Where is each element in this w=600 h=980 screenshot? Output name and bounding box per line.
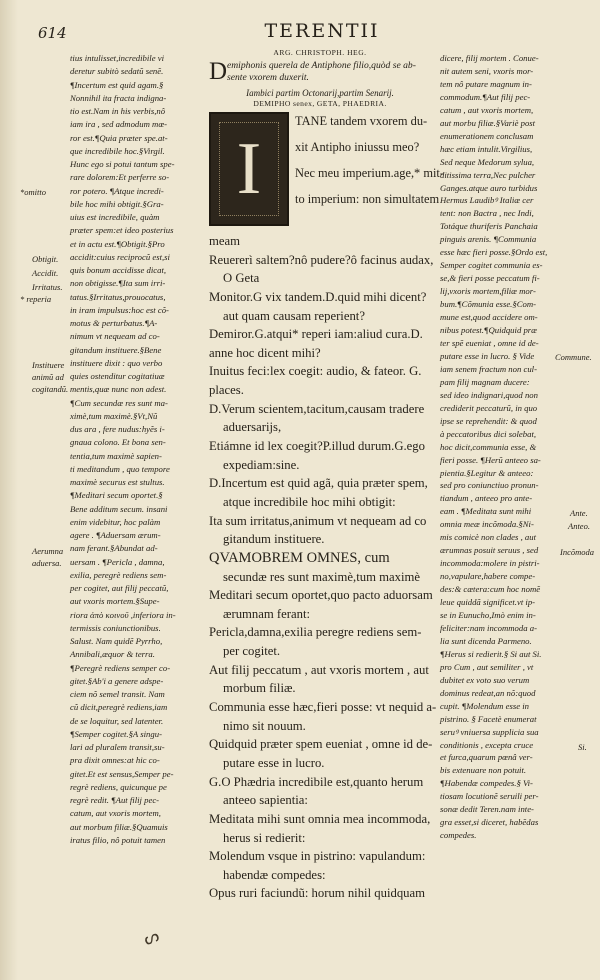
commentary-line: des:& cætera:cum hoc nomẽ — [440, 584, 541, 595]
commentary-line: ter spẽ eueniat , omne id de- — [440, 337, 539, 348]
commentary-line: aut vxoris mortem.§Supe- — [70, 596, 160, 607]
commentary-line: riora ἀπὸ κοινοῦ ,inferiora in- — [70, 609, 176, 620]
commentary-line: sed pro coniunctiuo pronun- — [440, 480, 539, 491]
verse-line: atque incredibile hoc mihi obtigit: — [223, 494, 396, 509]
verse-line: habendæ compedes: — [223, 867, 326, 882]
commentary-line: ¶Habendæ compedes.§ Vi- — [440, 778, 533, 789]
commentary-line: se in Eunucho,Imò enim in- — [440, 609, 536, 620]
verse-line: meam — [209, 234, 241, 248]
commentary-line: seruꝰ vniuersa supplicia sua — [440, 726, 539, 737]
meter-note: Iambici partim Octonarij,partim Senarij. — [246, 88, 394, 98]
commentary-line: eam . ¶Meditata sunt mihi — [440, 506, 532, 517]
commentary-line: uersam . ¶Pericla , damna, — [70, 556, 165, 567]
commentary-line: exilia, peregrè rediens sem- — [70, 569, 167, 580]
commentary-line: Semper cogitet communia es- — [440, 260, 543, 271]
commentary-line: nit autem seni, vxoris mor- — [440, 65, 534, 76]
verse-line: gitandum instituere. — [223, 532, 325, 547]
commentary-line: mune est,quod accidere om- — [440, 312, 538, 323]
commentary-line: maximè securus est stultus. — [70, 477, 165, 487]
commentary-line: ror est.¶Quia præter spe.at- — [70, 132, 168, 143]
commentary-line: Salust. Nam quidẽ Pyrrho, — [70, 636, 163, 646]
commentary-line: no,vapulare,habere compe- — [440, 571, 536, 582]
commentary-line: pam filij magnam ducere: — [440, 376, 530, 387]
commentary-line: tiandum , anteeo pro ante- — [440, 493, 533, 504]
commentary-line: et furca,quarum pœnâ ver- — [440, 752, 533, 763]
commentary-line: rare dolorem:Et perferre so- — [70, 172, 170, 183]
verse-line: morbum filiæ. — [223, 681, 296, 696]
pen-flourish-icon: ᔕ — [141, 926, 163, 950]
commentary-line: à peccatoribus dici solebat, — [440, 428, 537, 439]
right-commentary — [440, 52, 570, 842]
commentary-line: accidit:cuius reciprocũ est,si — [70, 251, 170, 262]
verse-line: G.O Phædria incredibile est,quanto herum — [209, 774, 424, 789]
verse-line: D.Verum scientem,tacitum,causam tradere — [209, 401, 425, 416]
opening-block — [209, 112, 444, 232]
margin-note-reperia: * reperia — [20, 294, 52, 304]
verse-line: Communia esse hæc,fieri posse: vt nequid a- — [209, 700, 437, 715]
commentary-line: compedes. — [440, 830, 477, 841]
commentary-line: instituere dixit : quo verbo — [70, 357, 163, 368]
commentary-line: pro Cum , aut semiliter , vt — [440, 661, 534, 672]
commentary-line: tem nô putare magnum in- — [440, 78, 532, 89]
verse-line: anne hoc dicent mihi? — [209, 345, 321, 360]
commentary-line: putare esse in lucro. § Vide — [440, 350, 535, 361]
margin-note-aerumna-1: Aerumna — [32, 546, 64, 556]
commentary-line: dominus redeat,an nõ:quod — [440, 687, 536, 698]
commentary-line: cupit. ¶Molendum esse in — [440, 700, 529, 711]
verse-line: Meditata mihi sunt omnia mea incommoda, — [209, 811, 431, 826]
commentary-line: mis comicè non clades , aut — [440, 532, 537, 543]
verse-line: anteeo sapientia: — [223, 793, 308, 808]
commentary-line: se,& fieri posse peccatum fi- — [440, 273, 540, 284]
commentary-line: uius est incredibile, quàm — [70, 212, 160, 222]
commentary-line: dicere, filij mortem . Conue- — [440, 53, 539, 63]
verse-line: per cogitet. — [223, 644, 281, 659]
argument-initial: D — [209, 58, 228, 85]
commentary-line: regrè redit. ¶Aut filij pec- — [70, 795, 160, 805]
verse-line: Demiror.G.atqui* reperi iam:aliud cura.D. — [209, 327, 423, 342]
verse-line: D.Incertum est quid agã, quia præter spem, — [209, 476, 428, 491]
commentary-line: conditionis , excepta cruce — [440, 739, 534, 750]
argument-line-1: emiphonis querela de Antiphone filio,quòd se ab- — [227, 60, 416, 71]
commentary-line: catum , aut vxoris mortem, — [440, 104, 534, 115]
commentary-line: quis bonum accidisse dicat, — [70, 265, 167, 275]
commentary-line: Ganges.atque auro turbidus — [440, 182, 538, 193]
margin-note-commune: Commune. — [555, 352, 592, 362]
verse-line: Pericla,damna,exilia peregre rediens sem- — [209, 625, 422, 640]
commentary-line: nibus potest.¶Quidquid præ — [440, 325, 537, 336]
commentary-line: ærumnas posuit seruus , sed — [440, 545, 539, 556]
verse-line: Ita sum irritatus,animum vt nequeam ad co — [209, 513, 427, 528]
commentary-line: fieri posse. ¶Herũ anteeo sa- — [440, 454, 541, 465]
verse-line: aut quam causam reperient? — [223, 308, 365, 323]
commentary-line: leue quiddã significet.vt ip- — [440, 597, 536, 608]
commentary-line: enumerationem conclusam — [440, 130, 534, 141]
commentary-line: commodum.¶Aut filij pec- — [440, 91, 531, 102]
page-number: 614 — [38, 24, 67, 42]
commentary-line: ximè,tum maximè.§Vt,Nũ — [70, 410, 158, 421]
commentary-line: præter spem:et ideo posterius — [70, 225, 174, 236]
commentary-line: gitet.§Ab'i a genere adspe- — [70, 675, 164, 686]
verse-line: putare esse in lucro. — [223, 755, 325, 770]
commentary-line: pinguis arenis. ¶Communia — [440, 234, 537, 245]
commentary-line: tentia,tum maximè sapien- — [70, 450, 162, 461]
margin-note-obtigit: Obtigit. — [32, 254, 59, 264]
commentary-line: ¶Herus si redierit.§ Si aut Si. — [440, 648, 542, 659]
margin-note-si: Si. — [578, 742, 587, 752]
running-head: TERENTII — [264, 20, 380, 42]
historiated-initial-icon — [209, 112, 289, 226]
commentary-line: quies ostenditur cogitatiuæ — [70, 371, 165, 381]
commentary-line: incommoda:molere in pistri- — [440, 558, 540, 569]
commentary-line: gra esset,si diceret, habẽdas — [440, 817, 539, 828]
verse-line: O Geta — [223, 271, 260, 286]
verse-body — [209, 232, 437, 903]
initial-letter: I — [236, 128, 262, 210]
commentary-line: feliciter:nam incommoda a- — [440, 622, 537, 633]
verse-line: Meditari secum oportet,quo pacto aduorsam — [209, 588, 433, 603]
main-text — [209, 48, 444, 903]
margin-note-instituere-3: cogitandũ. — [32, 384, 69, 394]
commentary-line: ditissima terra,Nec pulcher — [440, 169, 536, 180]
commentary-line: iam ira , sed admodum mœ- — [70, 119, 168, 130]
commentary-line: lij,vxoris mortem,filiæ mor- — [440, 286, 536, 297]
commentary-line: lia sunt dicenda Parmeno. — [440, 635, 532, 646]
commentary-line: ciem nõ semel transit. Nam — [70, 689, 165, 699]
commentary-line: tio est.Nam in his verbis,nô — [70, 106, 166, 116]
commentary-line: bile hoc mihi obtigit.§Gra- — [70, 198, 164, 209]
commentary-line: bis extenuare non potuit. — [440, 765, 527, 776]
commentary-line: Annibali,æquor & terra. — [70, 649, 155, 660]
commentary-line: motus & perturbatus.¶A- — [70, 318, 158, 328]
commentary-line: pra dixit omnes:at hic co- — [70, 755, 160, 766]
verse-line: places. — [209, 383, 244, 398]
commentary-line: iratus filio, nô potuit tamen — [70, 834, 166, 845]
commentary-line: tiosam locutionẽ seruili per- — [440, 791, 539, 802]
commentary-line: ¶Meditari secum oportet.§ — [70, 490, 163, 501]
verse-line: herus si redierit: — [223, 830, 306, 845]
commentary-line: ¶Incertum est quid agam.§ — [70, 79, 164, 90]
margin-note-omitto: *omitto — [20, 187, 46, 197]
commentary-line: ¶Peregrè rediens semper co- — [70, 662, 171, 673]
commentary-line: ¶Semper cogitet.§A singu- — [70, 728, 162, 739]
commentary-line: in iram impulsus:hoc est cõ- — [70, 304, 169, 315]
page-header — [0, 20, 600, 44]
verse-line: secundæ res sunt maximè,tum maximè — [223, 569, 420, 584]
commentary-line: Hermus Laudibꝰ Italiæ cer — [440, 195, 534, 206]
commentary-line: cũ dicit,peregrè rediens,iam — [70, 702, 168, 713]
commentary-line: catum, aut vxoris mortem, — [70, 808, 161, 819]
first-line: xit Antipho iniussu meo? — [295, 140, 420, 154]
commentary-line: ipse se reprehendit: & quod — [440, 415, 537, 426]
margin-note-anteeo: Anteo. — [568, 521, 590, 531]
commentary-line: Sed neque Medorum sylua, — [440, 156, 535, 167]
verse-line: Inuitus feci:lex coegit: audio, & fateor. G. — [209, 364, 422, 379]
commentary-line: gitandum instituere.§Bene — [70, 344, 162, 355]
first-line: Nec meu imperium.age,* mit- — [295, 166, 444, 180]
commentary-line: tatus.§Irritatus,prouocatus, — [70, 291, 166, 302]
commentary-line: nam ferant.§Abundat ad- — [70, 543, 158, 554]
verse-line: ærumnam ferant: — [223, 606, 311, 621]
verse-line: Reuererì saltem?nô pudere?ô facinus audax, — [209, 252, 434, 267]
verse-line: expediam:sine. — [223, 457, 300, 472]
margin-note-aerumna-2: aduersa. — [32, 558, 62, 568]
commentary-line: termissis coniunctionibus. — [70, 622, 161, 633]
verse-line: Quidquid præter spem eueniat , omne id de- — [209, 737, 433, 752]
commentary-line: aut morbu filiæ.§Variè post — [440, 117, 536, 128]
commentary-line: iam senem fractum non cul- — [440, 363, 537, 374]
commentary-line: omnia meæ incõmoda.§Ni- — [440, 519, 534, 530]
commentary-line: gnaua colono. Et bona sen- — [70, 437, 166, 448]
commentary-line: bum.¶Cõmunia esse.§Com- — [440, 299, 536, 310]
argument-line-2: sente vxorem duxerit. — [227, 72, 309, 83]
commentary-line: gitet.Et est sensus,Semper pe- — [70, 768, 174, 779]
commentary-line: nimum vt nequeam ad co- — [70, 331, 160, 342]
verse-line: Molendum vsque in pistrino: vapulandum: — [209, 849, 426, 864]
dramatis-personae: DEMIPHO senex, GETA, PHAEDRIA. — [253, 99, 387, 108]
commentary-line: tius intulisset,incredibile vi — [70, 53, 165, 63]
verse-line: aduersarijs, — [223, 420, 282, 435]
commentary-line: crediderit peccaturũ, in quo — [440, 402, 538, 413]
commentary-line: agere . ¶Aduersam ærum- — [70, 530, 161, 540]
commentary-line: Totáque thuriferis Panchaia — [440, 221, 538, 232]
commentary-line: de se loquitur, sed latenter. — [70, 715, 164, 726]
commentary-line: mentis,quæ nunc non adest. — [70, 384, 167, 395]
commentary-line: aut morbum filiæ.§Quamuis — [70, 821, 168, 832]
commentary-line: sonæ dedit Teren.nam inte- — [440, 804, 534, 815]
commentary-line: esse hæc fieri posse.§Ordo est, — [440, 247, 548, 258]
verse-line: Monitor.G vix tandem.D.quid mihi dicent? — [209, 289, 427, 304]
commentary-line: ror potero. ¶Atque incredi- — [70, 185, 164, 196]
commentary-line: tent: non Bactra , nec Indi, — [440, 208, 534, 219]
margin-note-accidit: Accidit. — [32, 268, 59, 278]
margin-note-instituere-2: animũ ad — [32, 372, 64, 382]
commentary-line: non obtigisse.¶Ita sum irri- — [70, 278, 166, 289]
commentary-line: deretur subitò sedatũ senẽ. — [70, 66, 164, 77]
commentary-line: et in actu est.¶Obtigit.§Pro — [70, 238, 165, 249]
commentary-line: ¶Cum secundæ res sunt ma- — [70, 397, 168, 408]
commentary-line: dus ara , fere nudus:hyẽs i- — [70, 424, 165, 434]
commentary-line: hæc etiam intulit.Virgilius, — [440, 143, 533, 154]
margin-note-antea: Ante. — [570, 508, 588, 518]
commentary-line: que incredibile hoc.§Virgil. — [70, 145, 165, 156]
margin-note-irritatus: Irritatus. — [32, 282, 63, 292]
commentary-line: pistrino. § Facetè enumerat — [440, 713, 537, 724]
commentary-line: Hunc ego si potui tantum spe- — [70, 159, 175, 169]
verse-line: nimo sit nouum. — [223, 718, 306, 733]
verse-line: Etiámne id lex coegit?P.illud durum.G.ego — [209, 439, 425, 454]
first-line: to imperium: non simultatem — [295, 192, 440, 206]
commentary-line: dubitet ex voto suo verum — [440, 674, 530, 685]
commentary-line: ti meditandum , quo tempore — [70, 463, 170, 474]
commentary-line: sed ideo indignari,quod non — [440, 389, 538, 400]
argument-heading: ARG. CHRISTOPH. HEG. — [273, 48, 367, 57]
left-commentary — [70, 52, 198, 847]
verse-line: QVAMOBREM OMNES, cum — [209, 549, 390, 566]
verse-line: Opus ruri faciundũ: horum nihil quidquam — [209, 886, 426, 901]
commentary-line: hoc dicit,communia esse, & — [440, 441, 537, 452]
margin-note-incommoda: Incõmoda — [560, 547, 594, 557]
verse-line: Aut filij peccatum , aut vxoris mortem , aut — [209, 662, 429, 677]
commentary-line: enim videbitur, hoc palàm — [70, 516, 161, 527]
commentary-line: lari ad pluralem transit,su- — [70, 742, 165, 752]
commentary-line: Bene additum secum. insani — [70, 503, 168, 514]
commentary-line: regrè rediens, quicunque pe — [70, 781, 167, 792]
first-line: TANE tandem vxorem du- — [295, 114, 428, 128]
commentary-line: Nonnihil ita fracta indigna- — [70, 92, 167, 103]
margin-note-instituere-1: Instituere — [32, 360, 65, 370]
commentary-line: pientia.§Legitur & anteeo: — [440, 467, 534, 478]
commentary-line: per cogitet, aut filij peccatũ, — [70, 583, 169, 593]
argument-body — [209, 60, 431, 84]
